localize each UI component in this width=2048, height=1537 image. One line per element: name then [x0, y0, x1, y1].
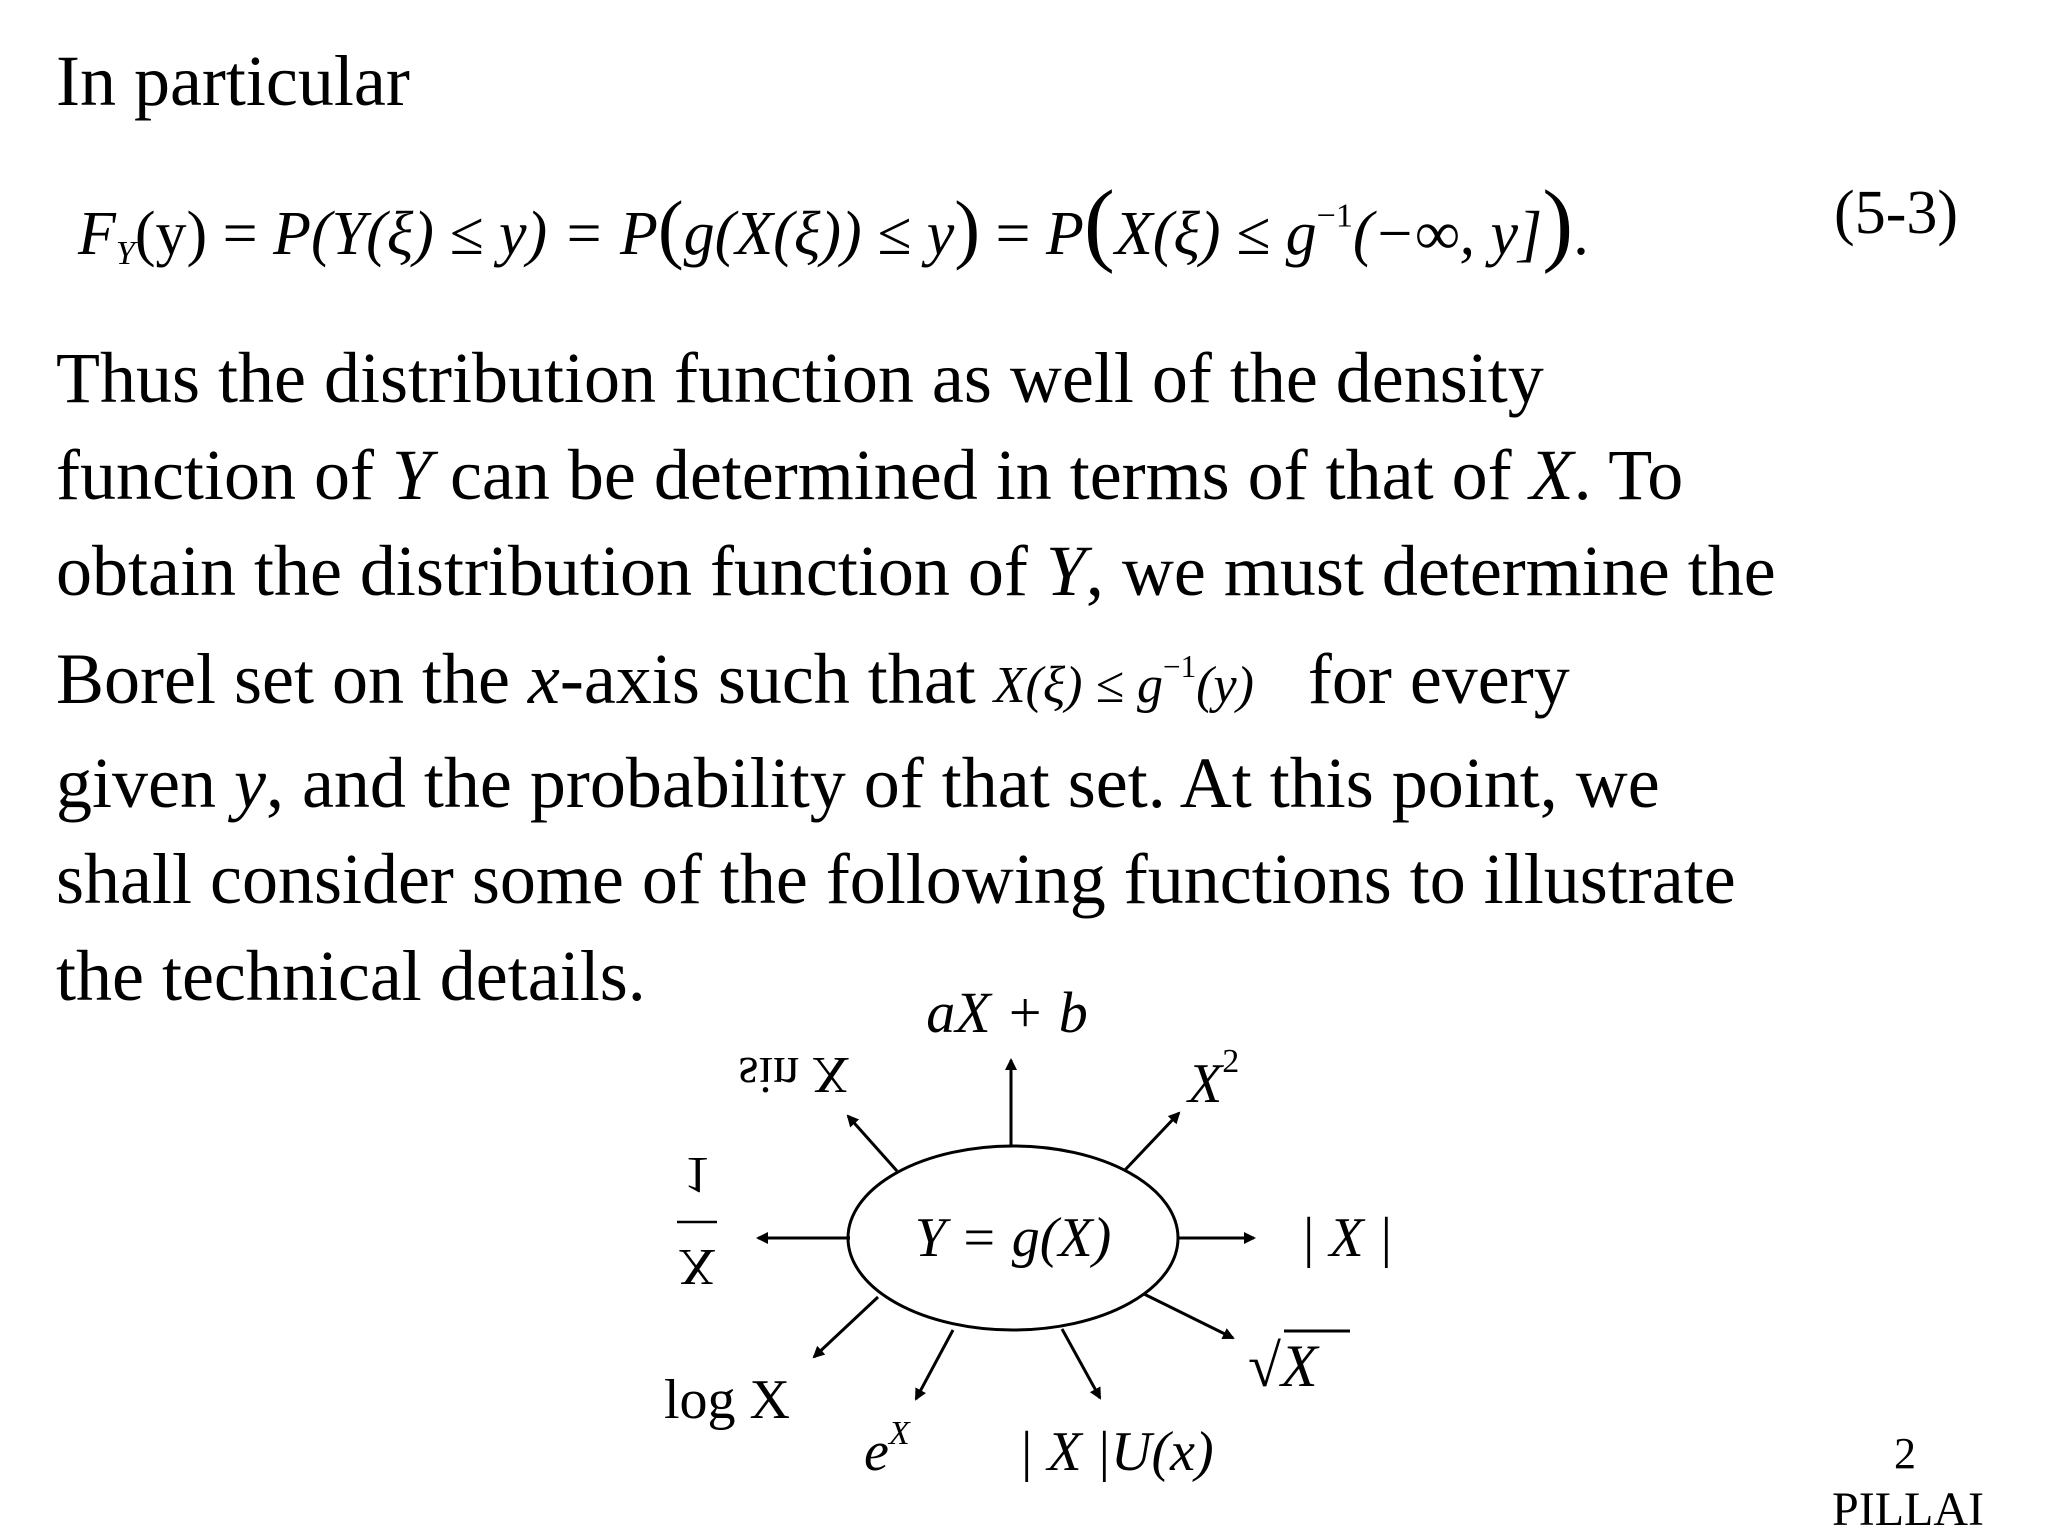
para-line-1: Thus the distribution function as well of the density: [56, 338, 1544, 418]
label-upper-right: [1186, 1043, 1239, 1115]
para-var-y: y: [233, 742, 266, 823]
label-upper-right-base: X: [1188, 1053, 1223, 1115]
arrow-upper-right: [1124, 1113, 1179, 1171]
eq-p3-tail: (−∞, y]: [1352, 200, 1543, 268]
eq-p2-body: g(X(ξ)) ≤ y: [683, 200, 955, 268]
center-label: Y = g(X): [914, 1207, 1112, 1269]
label-upper-right-sup: 2: [1222, 1043, 1240, 1080]
arrow-bottom-left: [916, 1330, 953, 1399]
equation-number: (5-3): [1834, 179, 1958, 247]
arrow-lower-right: [1144, 1294, 1233, 1338]
page-number: 2: [1894, 1429, 1916, 1478]
para-line-7: the technical details.: [56, 935, 646, 1016]
eq-equals: =: [980, 200, 1046, 268]
inline-math-body: X(ξ) ≤ g: [993, 657, 1163, 715]
label-right: | X |: [1300, 1207, 1393, 1269]
label-lower-right: [1248, 1333, 1320, 1399]
sqrt-sign: √: [1248, 1333, 1281, 1399]
inline-math-sup: −1: [1162, 649, 1197, 685]
eq-p3-open: P: [1046, 200, 1084, 268]
label-bottom-left: [864, 1415, 911, 1483]
label-bottom-right: | X |U(x): [1018, 1421, 1214, 1483]
eq-p3-body: X(ξ) ≤ g: [1114, 200, 1317, 268]
eq-period: .: [1573, 200, 1589, 268]
para-line-2a: function of: [56, 434, 392, 515]
para-line-4b: -axis such that: [559, 638, 994, 719]
exp-base: e: [864, 1421, 889, 1483]
label-upper-left: sin X: [738, 1046, 850, 1103]
para-line-2c: . To: [1573, 434, 1684, 515]
para-line-3a: obtain the distribution function of: [56, 531, 1046, 611]
para-var-Y: Y: [391, 434, 432, 515]
para-line-4a: Borel set on the: [56, 638, 528, 719]
para-var-x: x: [527, 638, 560, 719]
eq-p2-open: P: [619, 200, 658, 268]
label-left-fraction: [677, 1146, 717, 1295]
equation-5-3: $F_Y(y) = P(Y(\xi) \le y) = P(g(X(\xi)) \le y) = P(X(\xi) \le g^{-1}(-\infty$, y]).: [78, 172, 1589, 275]
label-lower-left: log X: [664, 1369, 790, 1431]
label-top: aX + b: [926, 980, 1088, 1045]
para-line-2b: can be determined in terms of that of: [431, 434, 1530, 515]
inline-math-tail: (y): [1196, 657, 1254, 715]
label-upper-left-group: [738, 1046, 849, 1103]
arrow-bottom-right: [1062, 1329, 1100, 1398]
arrow-lower-left: [814, 1297, 878, 1357]
para-line-6: shall consider some of the following functions to illustrate: [56, 839, 1736, 920]
label-left-denominator: X: [678, 1238, 716, 1295]
eq-sup-inverse: −1: [1316, 197, 1353, 235]
exp-sup: X: [888, 1415, 910, 1452]
para-line-5a: given: [56, 742, 234, 823]
eq-lhs-arg: (y) =: [134, 200, 274, 268]
label-left-numerator: 1: [684, 1146, 710, 1203]
eq-sub-Y: Y: [115, 235, 135, 273]
para-var-Y-2: Y: [1045, 531, 1086, 611]
eq-p1: P(Y(ξ) ≤ y) =: [273, 200, 620, 268]
para-line-4c: for every: [1307, 638, 1570, 719]
heading: In particular: [56, 41, 410, 121]
author-footer: PILLAI: [1832, 1483, 1984, 1536]
para-line-5b: , and the probability of that set. At this point, we: [265, 742, 1660, 823]
para-var-X: X: [1529, 434, 1574, 515]
eq-F: F: [78, 200, 116, 268]
arrow-upper-left: [848, 1116, 897, 1171]
sqrt-argument: X: [1280, 1333, 1318, 1399]
para-line-3b: , we must determine the: [1085, 531, 1776, 611]
